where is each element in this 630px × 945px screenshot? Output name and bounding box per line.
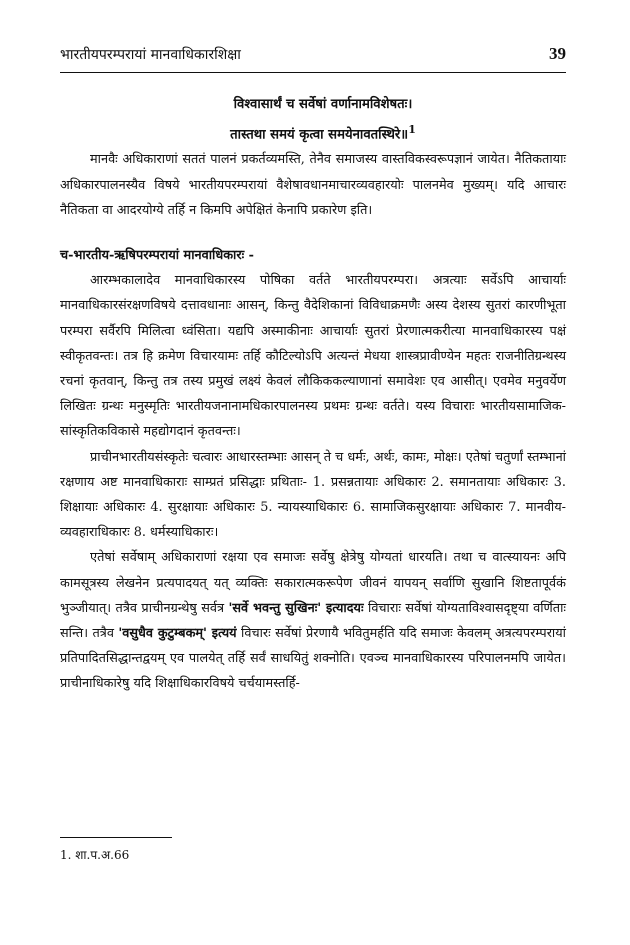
running-header [60, 44, 566, 64]
paragraph-3: प्राचीनभारतीयसंस्कृतेः चत्वारः आधारस्तम्भाः आसन् ते च धर्मः, अर्थः, कामः, मोक्षः। एतेषां चतुर्णां स्तम्भानां रक्षणाय अष्ट मानवाधिकाराः साम्प्रतं प्रसिद्धाः प्रथिताः- 1. प्रसन्नतायाः अधिकारः 2. समानतायाः अधिकारः 3. शिक्षायाः अधिकारः 4. सुरक्षायाः अधिकारः 5. न्यायस्याधिकारः 6. सामाजिकसुरक्षायाः अधिकारः 7. मानवीय-व्यवहाराधिकारः 8. धर्मस्याधिकारः। [60, 449, 566, 541]
footnote-ref: 1 [408, 123, 416, 136]
paragraph-2: आरम्भकालादेव मानवाधिकारस्य पोषिका वर्तते भारतीयपरम्परा। अत्रत्याः सर्वेऽपि आचार्याः मानवाधिकारसंरक्षणविषये दत्तावधानाः आसन्, किन्तु वैदेशिकानां विविधाक्रमणैः अस्य देशस्य सुतरां कारणीभूता परम्परा सर्वैरपि मिलित्वा ध्वंसिता। यद्यपि अस्माकीनाः आचार्याः सुतरां प्रेरणात्मकरीत्या मानवाधिकारस्य पक्षं स्वीकृतवन्तः। तत्र हि क्रमेण विचारयामः तर्हि कौटिल्योऽपि अत्यन्तं मेधया शास्त्रप्रावीण्येन महतः राजनीतिग्रन्थस्य रचनां कृतवान्, किन्तु तत्र तस्य प्रमुखं लक्ष्यं केवलं लौकिककल्याणानां समावेशः एव आसीत्। एवमेव मनुवर्येण लिखितः ग्रन्थः मनुस्मृतिः भारतीयजनानामधिकारपालनस्य प्रथमः ग्रन्थः वर्तते। यस्य विचाराः भारतीयसामाजिक-सांस्कृतिकविकासे महद्योगदानं कृतवन्तः। [60, 273, 566, 440]
paragraph-4-part-b: विचाराः सर्वेषां योग्यताविश्वासदृष्ट्या वर्णिताः सन्ति। तत्रैव [60, 600, 566, 642]
paragraph-4 [60, 545, 566, 696]
verse-line-1: विश्वासार्थं च सर्वेषां वर्णानामविशेषतः। [233, 97, 413, 112]
paragraph-4-part-a: एतेषां सर्वेषाम् अधिकाराणां रक्षया एव समाजः सर्वेषु क्षेत्रेषु योग्यतां धारयति। तथा च वात्स्यायनः अपि कामसूत्रस्य लेखनेन प्रत्यपादयत् यत् व्यक्तिः सकारात्मकरूपेण जीवनं यापयन् सर्वाणि सुखानि शिष्टतापूर्वकं भुञ्जीयात्। तत्रैव प्राचीनग्रन्थेषु सर्वत्र [60, 550, 566, 616]
verse-line-2 [60, 117, 566, 147]
quote-sarve-bhavantu: 'सर्वे भवन्तु सुखिनः' इत्यादयः [228, 600, 364, 616]
quote-vasudhaiva: 'वसुधैव कुटुम्बकम्' इत्ययं [118, 626, 237, 642]
header-title: भारतीयपरम्परायां मानवाधिकारशिक्षा [60, 47, 241, 63]
verse-line-2-text: तास्तथा समयं कृत्वा समयेनावतस्थिरे॥ [230, 127, 409, 143]
verse-block [60, 92, 566, 147]
paragraph-1: मानवैः अधिकाराणां सततं पालनं प्रकर्तव्यमस्ति, तेनैव समाजस्य वास्तविकस्वरूपज्ञानं जायेत। नैतिकतायाः अधिकारपालनस्यैव विषये भारतीयपरम्परायां वैशेषावधानमाचारव्यवहारयोः पालनमेव मुख्यम्। यदि आचारः नैतिकता वा आदरयोग्ये तर्हि न किमपि अपेक्षितं केनापि प्रकारेण इति। [60, 152, 566, 218]
section-heading: च-भारतीय-ऋषिपरम्परायां मानवाधिकारः - [60, 248, 254, 263]
header-rule [60, 72, 566, 73]
page-number: 39 [549, 44, 566, 63]
footnote: 1. शा.प.अ.66 [60, 848, 130, 862]
paragraph-4-part-c: विचारः सर्वेषां प्रेरणायै भवितुमर्हति यदि समाजः केवलम् अत्रत्यपरम्परायां प्रतिपादितसिद्धान्तद्वयम् एव पालयेत् तर्हि सर्वं साधयितुं शक्नोति। एवञ्च मानवाधिकारस्य परिपालनमपि जायेत। प्राचीनाधिकारेषु यदि शिक्षाधिकारविषये चर्चयामस्तर्हि- [60, 626, 566, 692]
footnote-rule [60, 837, 172, 838]
page-body [60, 92, 566, 697]
